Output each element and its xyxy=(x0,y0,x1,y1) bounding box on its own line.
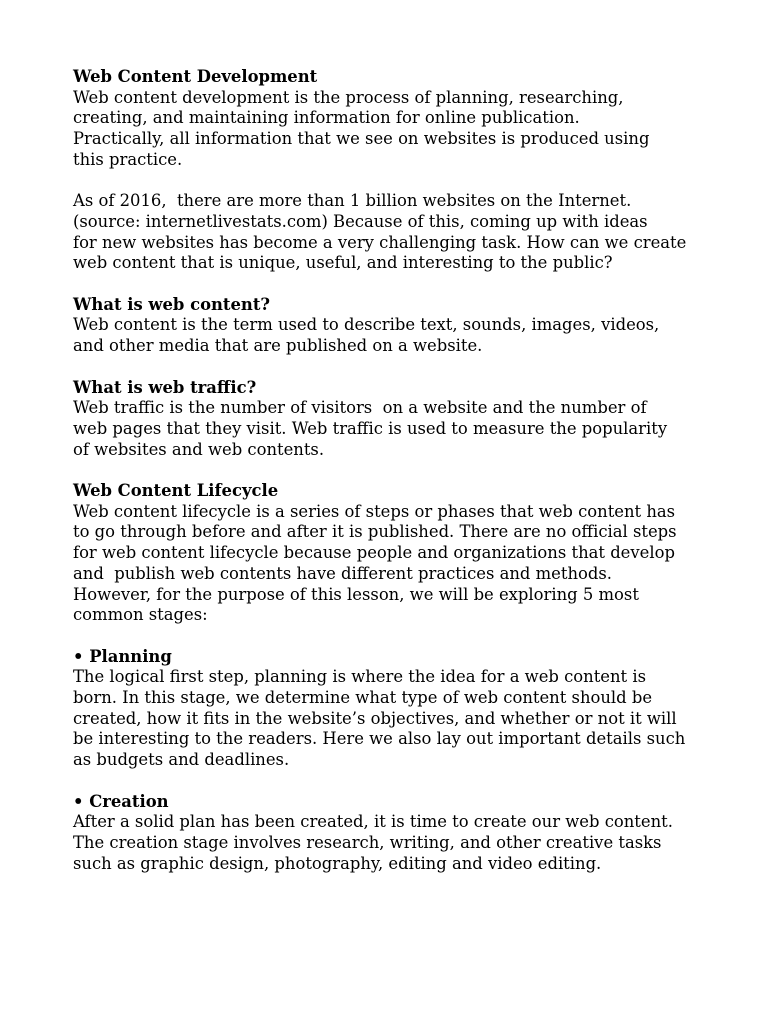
paragraph-line: to go through before and after it is published. There are no official steps xyxy=(73,522,677,542)
paragraph-line: as budgets and deadlines. xyxy=(73,750,290,770)
paragraph-line: Web content is the term used to describe text, sounds, images, videos, xyxy=(73,315,660,335)
intro-paragraph xyxy=(73,88,713,171)
lifecycle-section xyxy=(73,481,713,626)
stage-creation xyxy=(73,792,713,875)
web-content-section xyxy=(73,295,713,357)
paragraph-line: As of 2016, there are more than 1 billion websites on the Internet. xyxy=(73,191,632,211)
web-traffic-section xyxy=(73,378,713,461)
paragraph-line: such as graphic design, photography, editing and video editing. xyxy=(73,853,602,873)
paragraph-line: Web traffic is the number of visitors on a website and the number of xyxy=(73,398,647,418)
paragraph-line: be interesting to the readers. Here we also lay out important details such xyxy=(73,729,686,749)
stage-title: Planning xyxy=(89,646,172,666)
paragraph-line: of websites and web contents. xyxy=(73,439,325,459)
stage-heading xyxy=(73,647,713,668)
bullet-icon: • xyxy=(73,646,84,666)
paragraph-line: common stages: xyxy=(73,605,208,625)
paragraph-line: this practice. xyxy=(73,149,183,169)
paragraph-line: for new websites has become a very challenging task. How can we create xyxy=(73,232,687,252)
stage-title: Creation xyxy=(89,791,169,811)
section-heading: What is web traffic? xyxy=(73,377,257,397)
paragraph-spacer xyxy=(73,771,713,792)
stage-planning xyxy=(73,647,713,771)
paragraph-spacer xyxy=(73,171,713,192)
paragraph-line: However, for the purpose of this lesson, we will be exploring 5 most xyxy=(73,584,639,604)
paragraph-line: (source: internetlivestats.com) Because of this, coming up with ideas xyxy=(73,211,648,231)
stage-heading xyxy=(73,792,713,813)
paragraph-line: Web content lifecycle is a series of steps or phases that web content has xyxy=(73,501,676,521)
document-title: Web Content Development xyxy=(73,67,318,86)
section-heading: Web Content Lifecycle xyxy=(73,481,279,500)
paragraph-spacer xyxy=(73,357,713,378)
paragraph-line: web content that is unique, useful, and interesting to the public? xyxy=(73,253,613,273)
stats-paragraph xyxy=(73,191,713,274)
paragraph-line: The logical first step, planning is where the idea for a web content is xyxy=(73,667,647,687)
paragraph-line: The creation stage involves research, writing, and other creative tasks xyxy=(73,832,662,852)
paragraph-line: born. In this stage, we determine what type of web content should be xyxy=(73,688,653,708)
paragraph-line: and publish web contents have different practices and methods. xyxy=(73,563,613,583)
paragraph-line: and other media that are published on a website. xyxy=(73,336,483,356)
paragraph-line: created, how it fits in the website’s objectives, and whether or not it will xyxy=(73,708,677,728)
bullet-icon: • xyxy=(73,791,84,811)
paragraph-spacer xyxy=(73,274,713,295)
document-page xyxy=(73,67,713,874)
paragraph-line: web pages that they visit. Web traffic is used to measure the popularity xyxy=(73,418,668,438)
paragraph-line: Practically, all information that we see on websites is produced using xyxy=(73,129,650,149)
paragraph-spacer xyxy=(73,460,713,481)
paragraph-line: Web content development is the process of planning, researching, xyxy=(73,87,624,107)
section-heading: What is web content? xyxy=(73,294,271,314)
paragraph-line: for web content lifecycle because people and organizations that develop xyxy=(73,543,675,563)
paragraph-line: After a solid plan has been created, it is time to create our web content. xyxy=(73,812,673,832)
paragraph-line: creating, and maintaining information for online publication. xyxy=(73,108,580,128)
paragraph-spacer xyxy=(73,626,713,647)
